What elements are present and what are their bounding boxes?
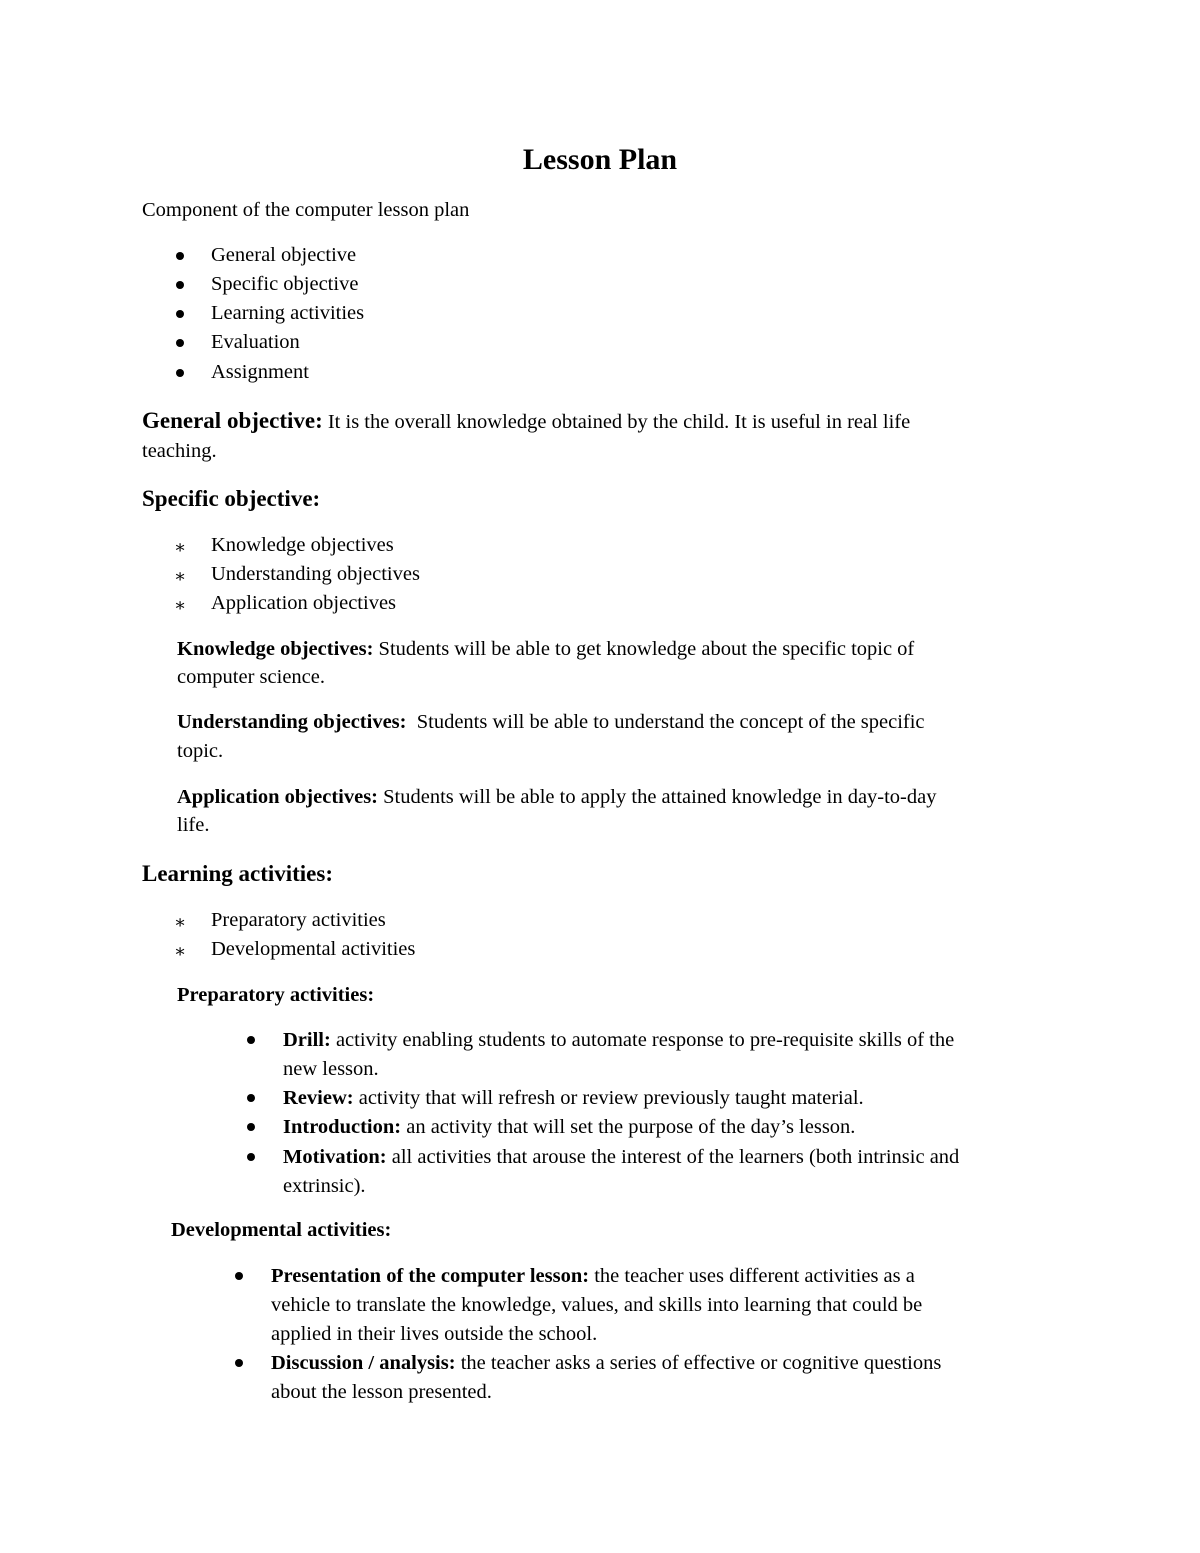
bullet-dot-icon xyxy=(235,1359,243,1367)
knowledge-objectives-paragraph xyxy=(177,639,914,660)
intro-text: Component of the computer lesson plan xyxy=(142,199,470,221)
bullet-dot-icon xyxy=(247,1153,255,1161)
bullet-dot-icon xyxy=(176,252,184,260)
bullet-dot-icon xyxy=(235,1272,243,1280)
learning-activities-heading: Learning activities: xyxy=(142,861,333,886)
asterisk-bullet-icon: ∗ xyxy=(174,912,187,932)
introduction-label: Introduction: xyxy=(283,1116,402,1138)
general-objective-paragraph xyxy=(142,409,910,433)
presentation-text-cont: applied in their lives outside the school. xyxy=(271,1323,598,1345)
drill-text: activity enabling students to automate response to pre-requisite skills of the xyxy=(330,1029,955,1051)
list-item: Knowledge objectives xyxy=(211,534,394,556)
list-item: Developmental activities xyxy=(211,938,416,960)
knowledge-objectives-text-cont: computer science. xyxy=(177,666,325,688)
motivation-label: Motivation: xyxy=(283,1146,387,1168)
discussion-text-cont: about the lesson presented. xyxy=(271,1381,492,1403)
application-objectives-text-cont: life. xyxy=(177,814,210,836)
application-objectives-label: Application objectives: xyxy=(177,786,378,808)
drill-item xyxy=(283,1030,954,1051)
application-objectives-text: Students will be able to apply the attained knowledge in day-to-day xyxy=(378,786,937,808)
list-item: Learning activities xyxy=(211,302,365,324)
list-item: Application objectives xyxy=(211,592,397,614)
bullet-dot-icon xyxy=(247,1036,255,1044)
motivation-text-cont: extrinsic). xyxy=(283,1175,366,1197)
review-item xyxy=(283,1088,864,1109)
specific-objective-heading: Specific objective: xyxy=(142,486,321,511)
bullet-dot-icon xyxy=(176,339,184,347)
preparatory-activities-heading: Preparatory activities: xyxy=(177,984,375,1006)
review-label: Review: xyxy=(283,1087,354,1109)
list-item: Preparatory activities xyxy=(211,909,386,931)
asterisk-bullet-icon: ∗ xyxy=(174,537,187,557)
understanding-objectives-label: Understanding objectives: xyxy=(177,711,407,733)
developmental-activities-heading: Developmental activities: xyxy=(171,1219,392,1241)
drill-label: Drill: xyxy=(283,1029,331,1051)
understanding-objectives-text: Students will be able to understand the concept of the specific xyxy=(406,711,925,733)
presentation-item xyxy=(271,1266,915,1287)
presentation-label: Presentation of the computer lesson: xyxy=(271,1265,590,1287)
review-text: activity that will refresh or review previously taught material. xyxy=(353,1087,864,1109)
presentation-text: the teacher uses different activities as a xyxy=(589,1265,915,1287)
application-objectives-paragraph xyxy=(177,787,937,808)
presentation-text-cont: vehicle to translate the knowledge, values, and skills into learning that could be xyxy=(271,1294,923,1316)
list-item: General objective xyxy=(211,244,357,266)
general-objective-text-cont: teaching. xyxy=(142,440,217,462)
asterisk-bullet-icon: ∗ xyxy=(174,566,187,586)
bullet-dot-icon xyxy=(176,281,184,289)
general-objective-heading: General objective: xyxy=(142,408,323,433)
page-title: Lesson Plan xyxy=(522,143,678,176)
introduction-item xyxy=(283,1117,855,1138)
introduction-text: an activity that will set the purpose of the day’s lesson. xyxy=(401,1116,856,1138)
bullet-dot-icon xyxy=(247,1094,255,1102)
list-item: Understanding objectives xyxy=(211,563,420,585)
list-item: Evaluation xyxy=(211,331,300,353)
list-item: Assignment xyxy=(211,361,309,383)
motivation-text: all activities that arouse the interest of the learners (both intrinsic and xyxy=(386,1146,960,1168)
discussion-item xyxy=(271,1353,941,1374)
motivation-item xyxy=(283,1147,959,1168)
understanding-objectives-text-cont: topic. xyxy=(177,740,224,762)
asterisk-bullet-icon: ∗ xyxy=(174,595,187,615)
list-item: Specific objective xyxy=(211,273,359,295)
bullet-dot-icon xyxy=(176,369,184,377)
discussion-text: the teacher asks a series of effective or cognitive questions xyxy=(455,1352,942,1374)
drill-text-cont: new lesson. xyxy=(283,1058,379,1080)
bullet-dot-icon xyxy=(176,310,184,318)
discussion-label: Discussion / analysis: xyxy=(271,1352,456,1374)
general-objective-text: It is the overall knowledge obtained by the child. It is useful in real life xyxy=(322,411,911,433)
bullet-dot-icon xyxy=(247,1123,255,1131)
knowledge-objectives-text: Students will be able to get knowledge about the specific topic of xyxy=(373,638,915,660)
knowledge-objectives-label: Knowledge objectives: xyxy=(177,638,374,660)
understanding-objectives-paragraph xyxy=(177,712,925,733)
asterisk-bullet-icon: ∗ xyxy=(174,941,187,961)
